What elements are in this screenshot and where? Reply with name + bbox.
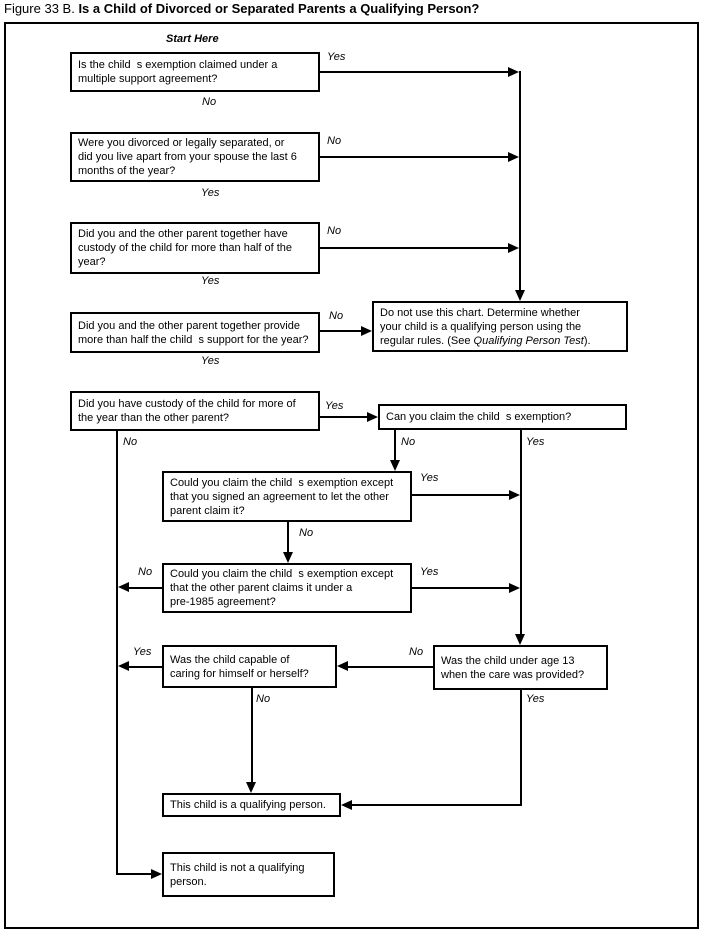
label-q4-yes: Yes	[201, 355, 220, 367]
label-q3-yes: Yes	[201, 275, 220, 287]
label-q6-yes: Yes	[526, 436, 545, 448]
box-signed-agreement-question	[162, 471, 412, 522]
arrowhead-q9-no-icon	[337, 661, 348, 671]
arrowhead-q5-yes-icon	[367, 412, 378, 422]
box-joint-support-text: Did you and the other parent together provide more than half the child s support for the year?	[78, 319, 309, 346]
box-multiple-support-text: Is the child s exemption claimed under a multiple support agreement?	[78, 59, 278, 85]
figure-title-main: Is a Child of Divorced or Separated Parents a Qualifying Person?	[78, 1, 480, 16]
label-q7-yes: Yes	[420, 472, 439, 484]
arrowhead-q8-no-icon	[118, 582, 129, 592]
label-q2-no: No	[327, 135, 342, 147]
label-q1-yes: Yes	[327, 51, 346, 63]
box-more-custody-question	[70, 391, 320, 431]
box-do-not-use-chart-text	[380, 306, 591, 348]
figure-title-prefix: Figure 33 B.	[4, 1, 79, 16]
arrowhead-q7-yes-icon	[509, 490, 520, 500]
arrowhead-q7-no-icon	[283, 552, 293, 563]
box-claim-exemption-text: Can you claim the child s exemption?	[386, 411, 572, 423]
arrowhead-q2-no-icon	[508, 152, 519, 162]
box-capable-care-question	[162, 645, 337, 688]
box-not-qualifying-person-text: This child is not a qualifying person.	[170, 861, 305, 888]
label-q3-no: No	[327, 225, 342, 237]
box-joint-custody-question	[70, 222, 320, 274]
label-q2-yes: Yes	[201, 187, 220, 199]
connector-q4-no-line	[320, 330, 362, 332]
connector-left-rail-line	[116, 431, 118, 874]
connector-q7-no-line	[287, 522, 289, 553]
connector-q10-no-line	[251, 688, 253, 783]
connector-q6-yes-line	[520, 430, 522, 635]
label-q6-no: No	[401, 436, 416, 448]
connector-q7-yes-line	[412, 494, 509, 496]
connector-q2-no-line	[320, 156, 509, 158]
box-not-qualifying-person-result	[162, 852, 335, 897]
connector-q9-yes-vertical-line	[520, 690, 522, 806]
connector-q5-yes-line	[320, 416, 368, 418]
connector-q1-yes-line	[320, 71, 509, 73]
arrowhead-q10-no-icon	[246, 782, 256, 793]
box-multiple-support-question	[70, 52, 320, 92]
connector-q3-no-line	[320, 247, 509, 249]
label-q7-no: No	[299, 527, 314, 539]
figure-title	[4, 1, 479, 16]
box-capable-care-text: Was the child capable of caring for himself or herself?	[170, 653, 309, 680]
box-qualifying-person-text: This child is a qualifying person.	[170, 799, 326, 811]
label-q10-yes: Yes	[133, 646, 152, 658]
arrowhead-q1-yes-icon	[508, 67, 519, 77]
box-under-age-13-question	[433, 645, 608, 690]
label-q8-no: No	[138, 566, 153, 578]
connector-left-rail-to-result-line	[116, 873, 152, 875]
label-q5-yes: Yes	[325, 400, 344, 412]
label-q8-yes: Yes	[420, 566, 439, 578]
label-q5-no: No	[123, 436, 138, 448]
arrowhead-q6-yes-icon	[515, 634, 525, 645]
box-under-age-13-text: Was the child under age 13 when the care was provided?	[441, 654, 585, 681]
arrowhead-q8-yes-icon	[509, 583, 520, 593]
connector-right-rail-line	[519, 71, 521, 291]
arrowhead-into-notice-top-icon	[515, 290, 525, 301]
box-divorced-separated-text: Were you divorced or legally separated, or did you live apart from your spouse the last 6 months of the year?	[78, 137, 297, 177]
box-pre-1985-text: Could you claim the child s exemption except that the other parent claims it under a pre-1985 agreement?	[170, 568, 394, 608]
notice-italic-text: Qualifying Person Test	[473, 334, 584, 347]
arrowhead-q10-yes-icon	[118, 661, 129, 671]
box-joint-custody-text: Did you and the other parent together have custody of the child for more than half of the year?	[78, 228, 293, 268]
arrowhead-q4-no-icon	[361, 326, 372, 336]
connector-q8-no-line	[129, 587, 162, 589]
box-do-not-use-chart	[372, 301, 628, 352]
notice-regular-text: Do not use this chart. Determine whether your child is a qualifying person using the regular rules. (See	[380, 306, 582, 347]
box-qualifying-person-result	[162, 793, 341, 817]
arrowhead-q6-no-icon	[390, 460, 400, 471]
label-q1-no: No	[202, 96, 217, 108]
label-q9-yes: Yes	[526, 693, 545, 705]
connector-q9-yes-horizontal-line	[352, 804, 522, 806]
label-q4-no: No	[329, 310, 344, 322]
box-more-custody-text: Did you have custody of the child for more of the year than the other parent?	[78, 398, 296, 424]
box-claim-exemption-question	[378, 404, 627, 430]
notice-closing-text: ).	[583, 334, 591, 347]
connector-q6-no-line	[394, 430, 396, 461]
connector-q9-no-line	[348, 666, 433, 668]
connector-q10-yes-line	[129, 666, 162, 668]
box-pre-1985-question	[162, 563, 412, 613]
box-divorced-separated-question	[70, 132, 320, 182]
label-q9-no: No	[409, 646, 424, 658]
connector-q8-yes-line	[412, 587, 509, 589]
box-signed-agreement-text: Could you claim the child s exemption except that you signed an agreement to let the other parent claim it?	[170, 476, 394, 517]
start-here-label: Start Here	[166, 33, 219, 45]
arrowhead-q3-no-icon	[508, 243, 519, 253]
arrowhead-into-not-qualifying-icon	[151, 869, 162, 879]
label-q10-no: No	[256, 693, 271, 705]
box-joint-support-question	[70, 312, 320, 353]
arrowhead-q9-yes-icon	[341, 800, 352, 810]
